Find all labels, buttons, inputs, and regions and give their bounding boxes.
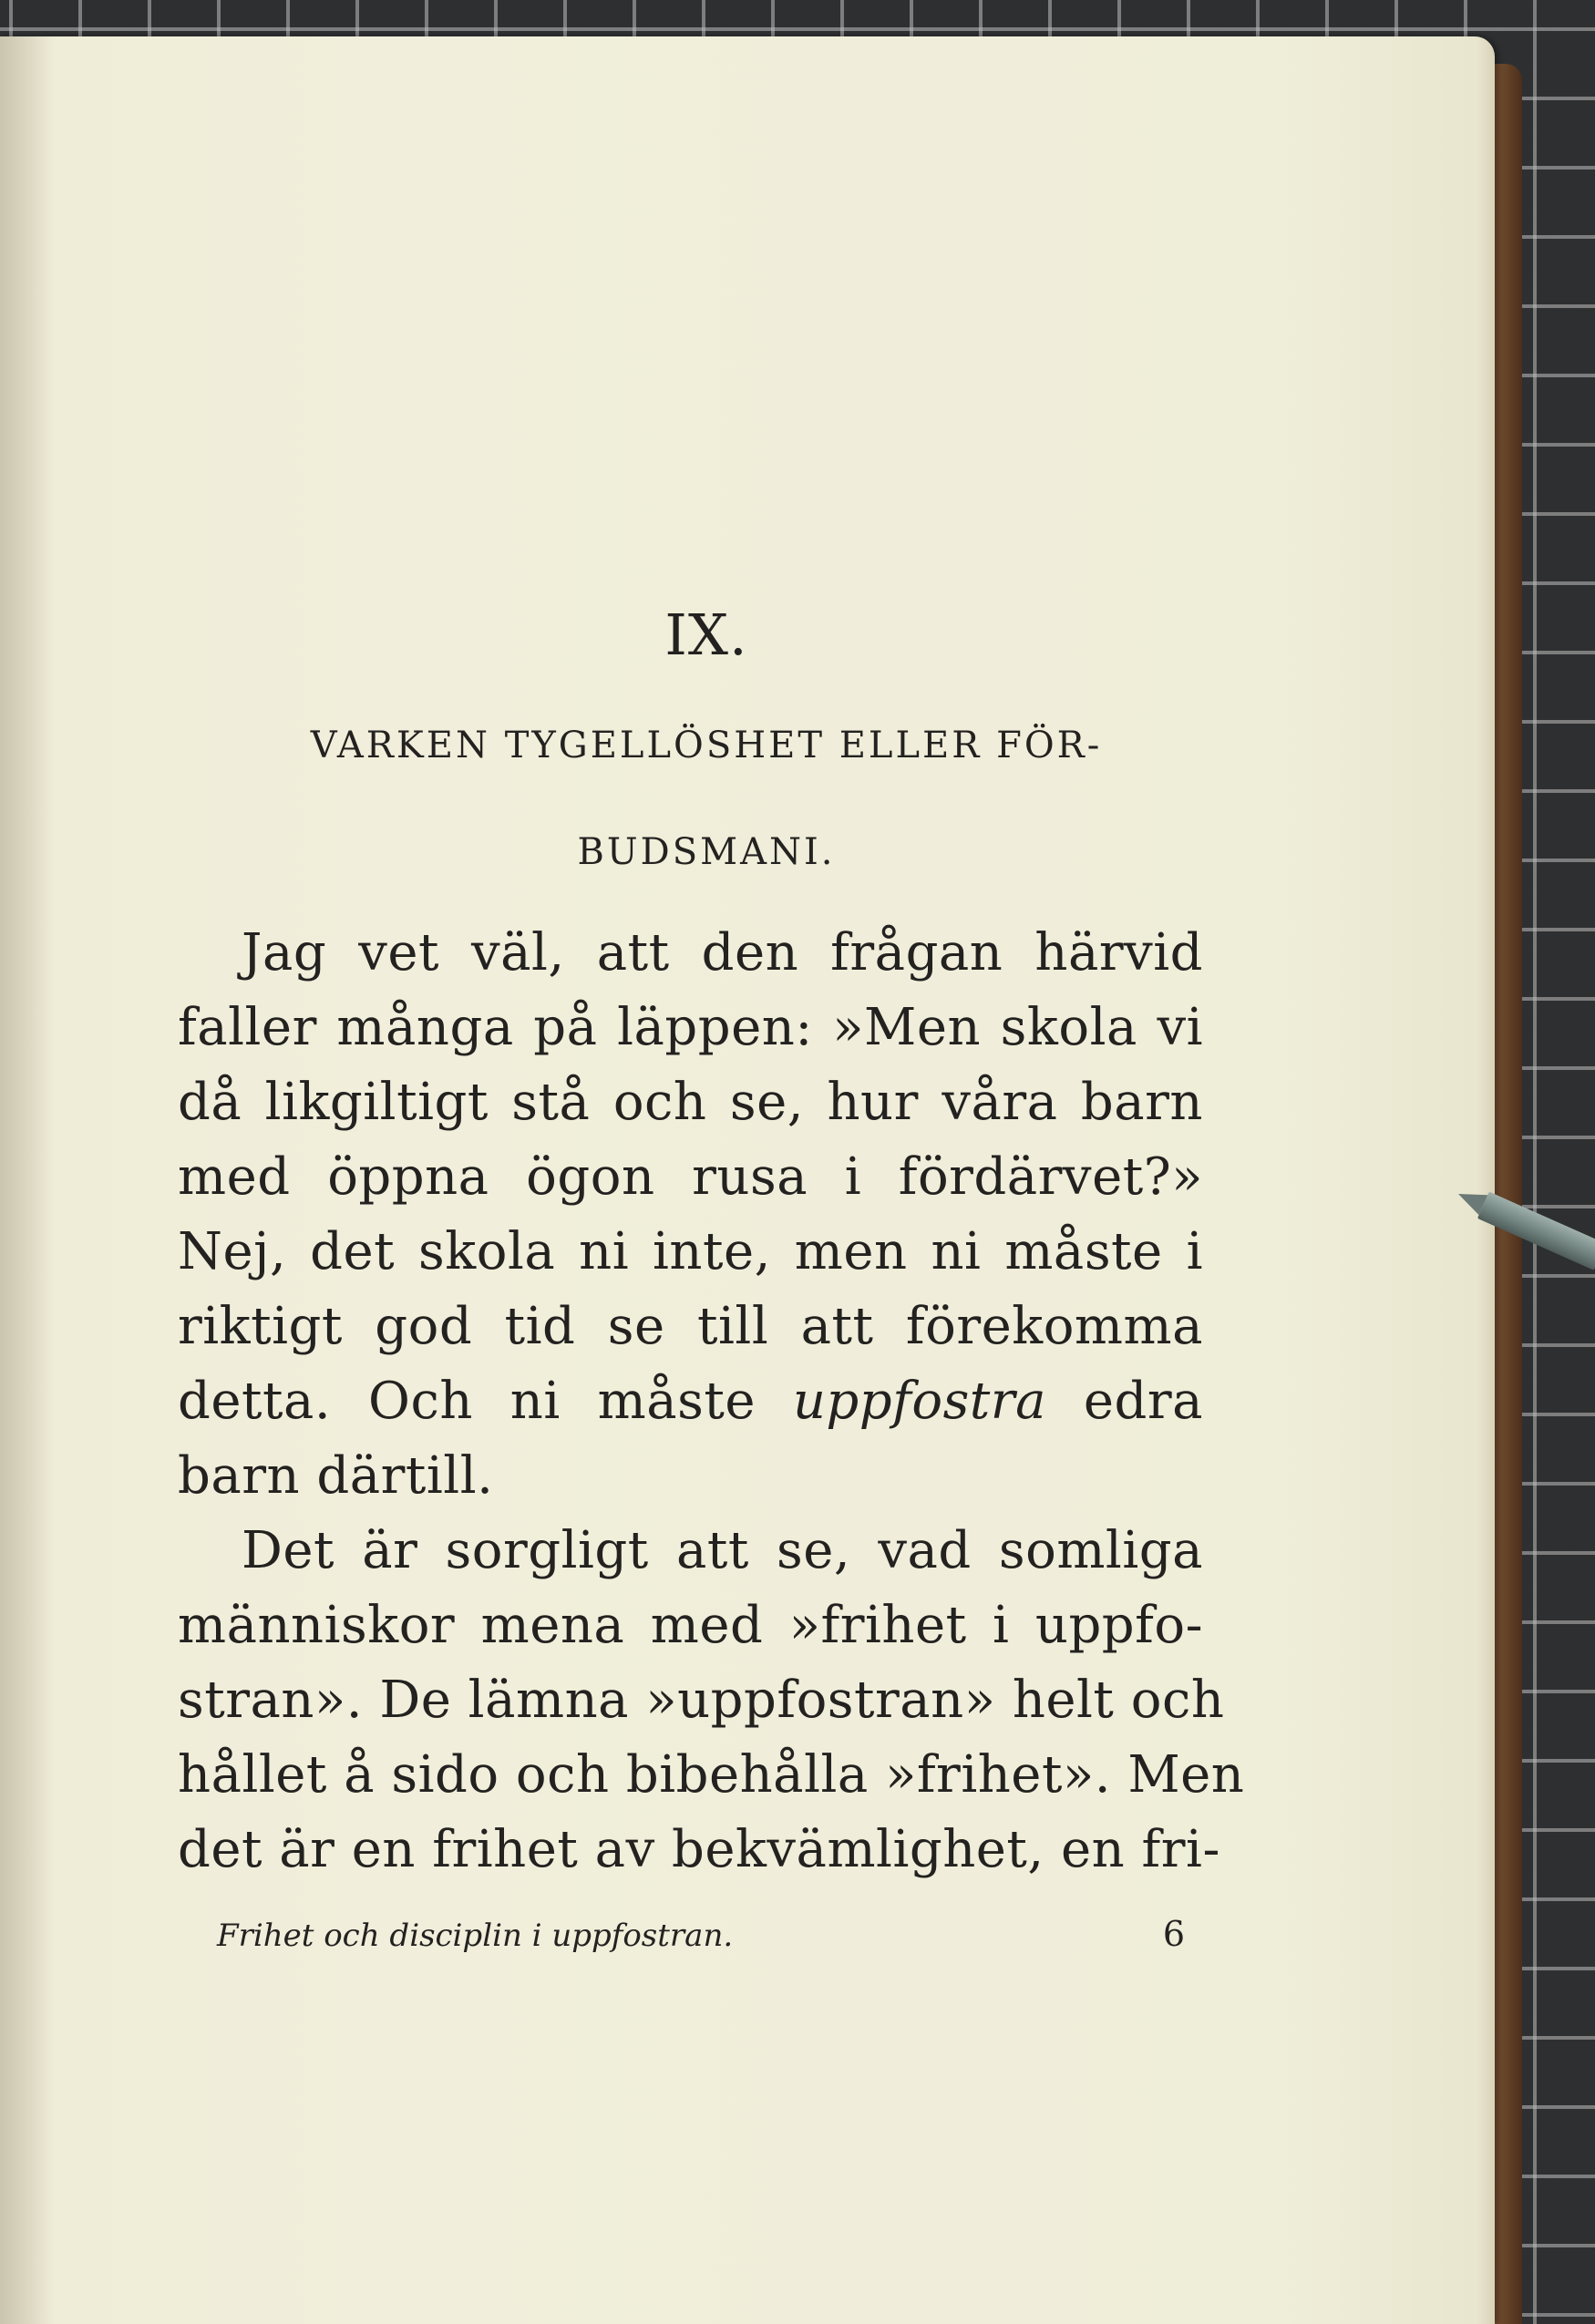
text-line: Det är sorgligt att se, vad somliga xyxy=(242,1521,1203,1580)
text-line: stran». De lämna »uppfostran» helt och xyxy=(178,1671,1225,1730)
signature-mark: Frihet och disciplin i uppfostran. xyxy=(217,1918,734,1954)
text-line: riktigt god tid se till att förekomma xyxy=(178,1297,1203,1356)
chapter-number: IX. xyxy=(664,602,748,668)
text-line-with-emphasis xyxy=(178,1364,1203,1439)
text-line: människor mena med »frihet i uppfo- xyxy=(178,1596,1203,1655)
text-line: faller många på läppen: »Men skola vi xyxy=(178,998,1203,1057)
chapter-title-line-1: VARKEN TYGELLÖSHET ELLER FÖR- xyxy=(310,725,1103,766)
text-line: då likgiltigt stå och se, hur våra barn xyxy=(178,1073,1203,1132)
text-segment: edra xyxy=(1083,1372,1203,1431)
text-line: hållet å sido och bibehålla »frihet». Men xyxy=(178,1745,1245,1805)
text-segment: detta. Och ni måste xyxy=(178,1372,756,1431)
chapter-title-line-2: BUDSMANI. xyxy=(577,831,836,873)
text-line: barn därtill. xyxy=(178,1446,494,1506)
text-line: Jag vet väl, att den frågan härvid xyxy=(242,923,1203,982)
text-line: Nej, det skola ni inte, men ni måste i xyxy=(178,1222,1203,1281)
page-number: 6 xyxy=(1162,1914,1185,1954)
body-text xyxy=(178,916,1245,1887)
page-footer xyxy=(217,1914,1185,1954)
emphasized-word: uppfostra xyxy=(792,1372,1046,1431)
text-line: med öppna ögon rusa i fördärvet?» xyxy=(178,1147,1203,1207)
text-line: det är en frihet av bekvämlighet, en fri- xyxy=(178,1820,1220,1879)
